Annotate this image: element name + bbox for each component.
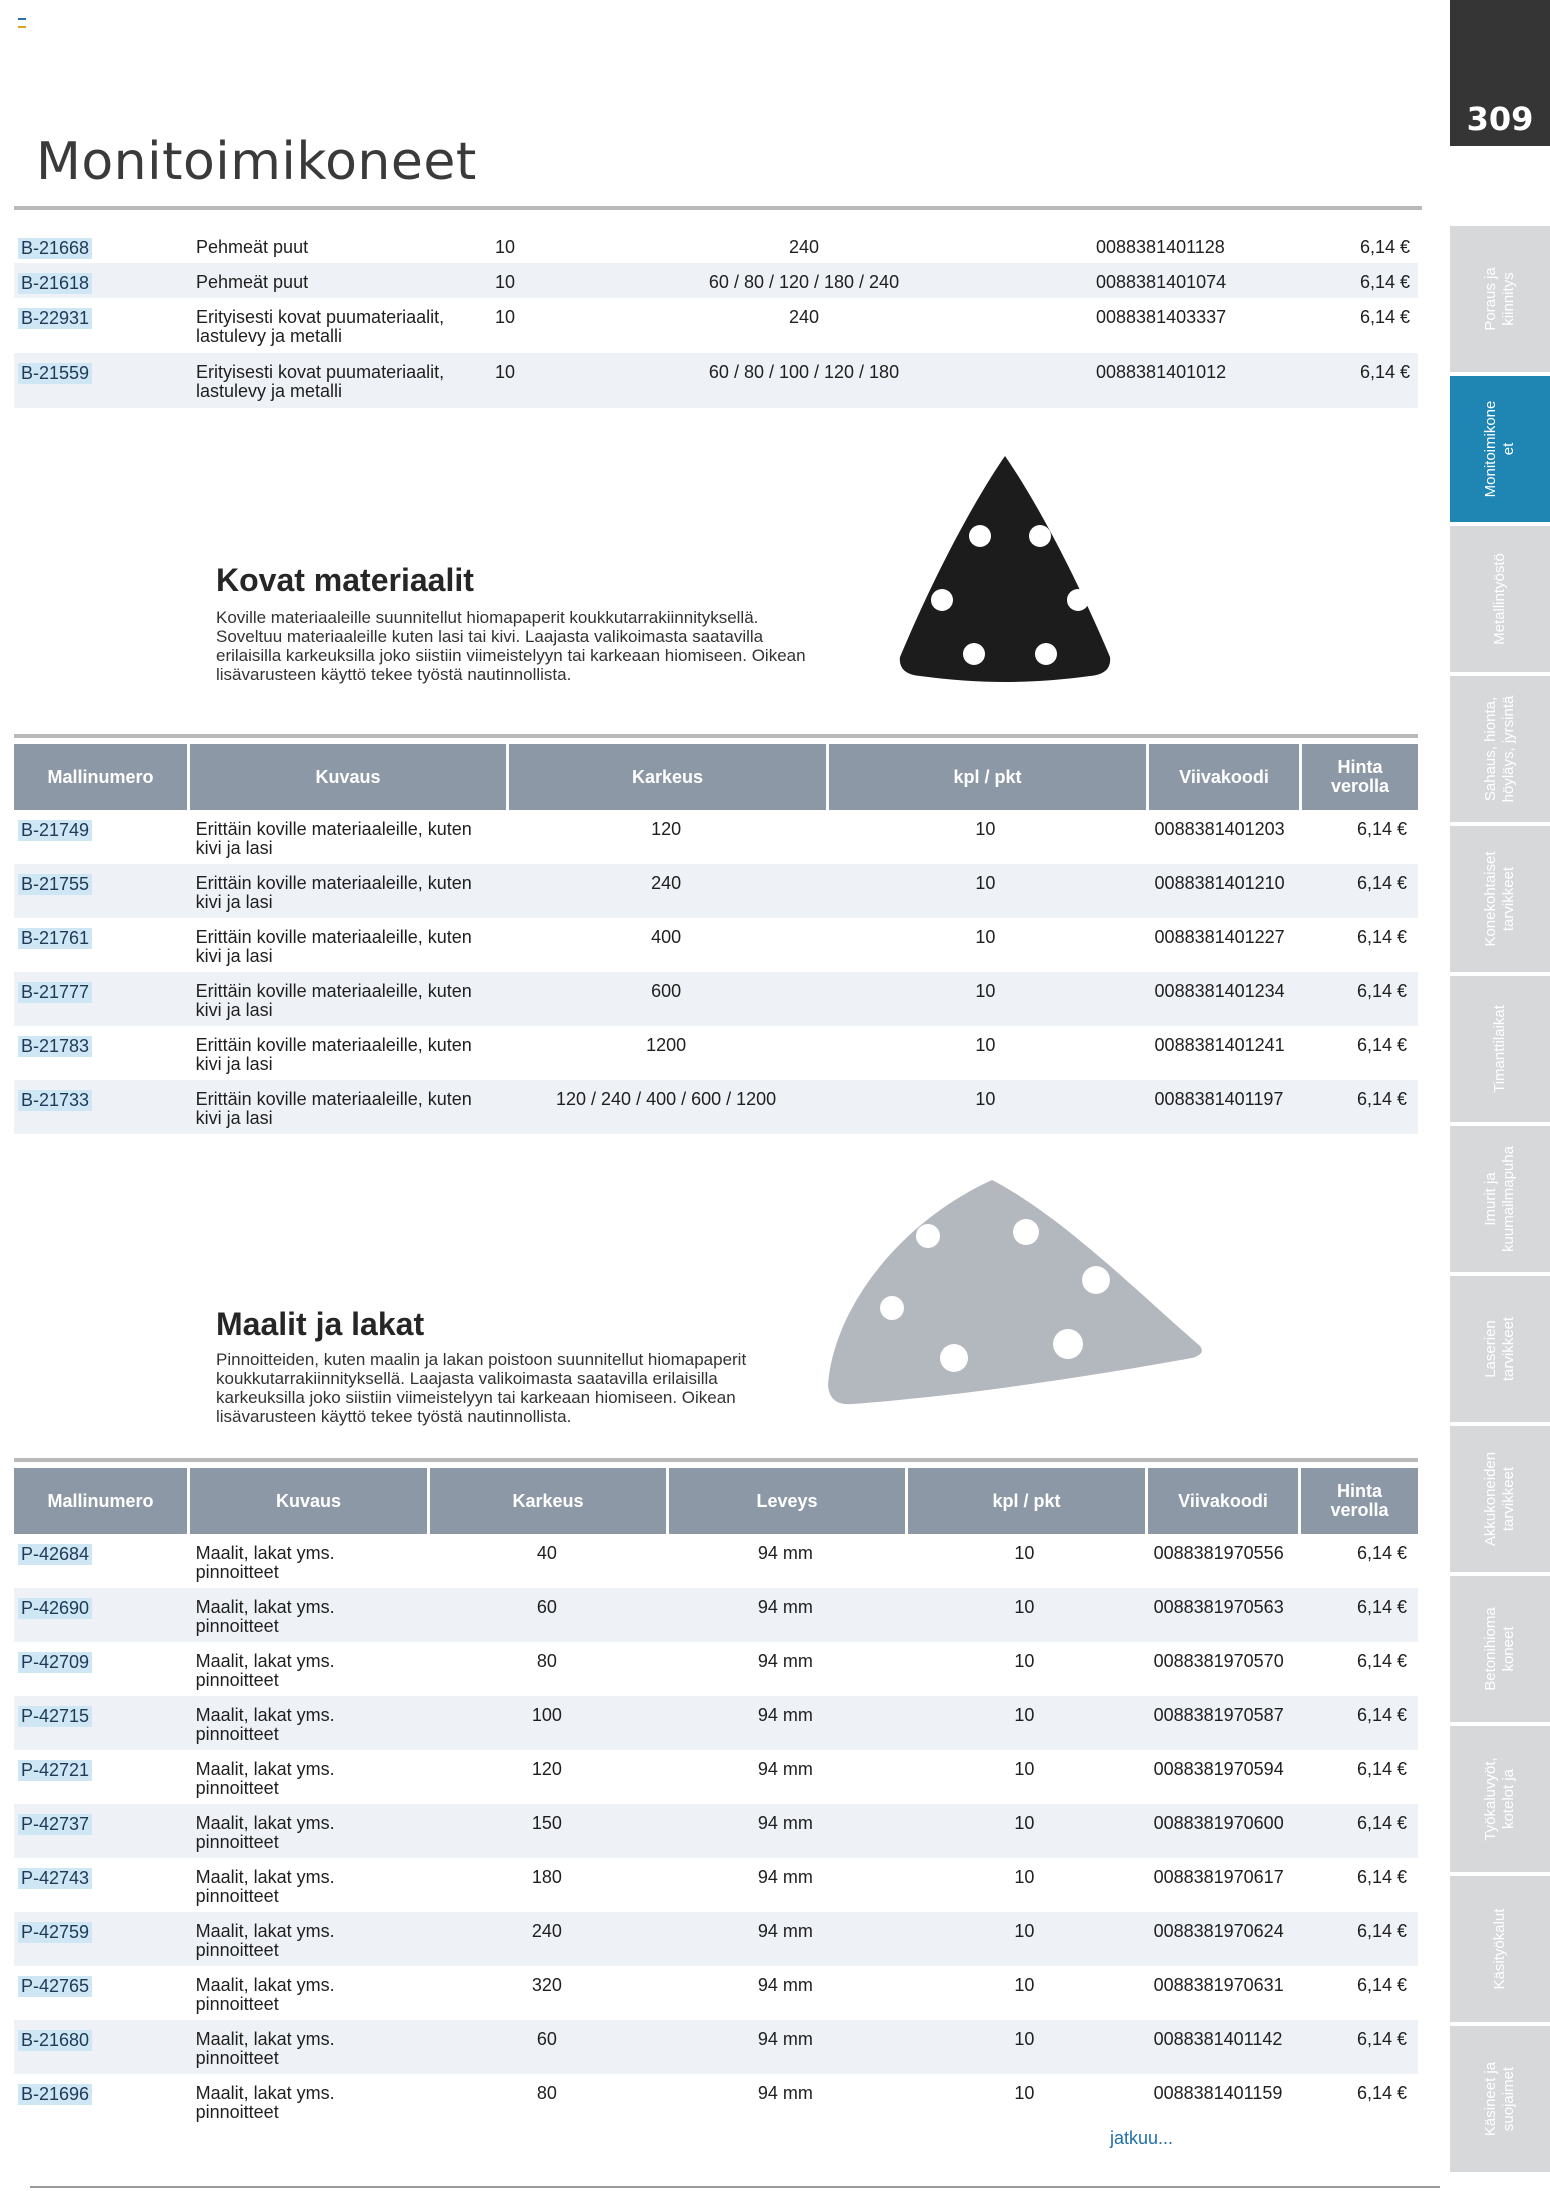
model-number[interactable]: B-21777: [18, 982, 92, 1003]
cell-price: 6,14 €: [1359, 362, 1410, 382]
cell-desc: Erittäin koville materiaaleille, kuten kivi ja lasi: [195, 1089, 472, 1128]
table-row: [14, 228, 1418, 263]
sheet-hole: [969, 525, 991, 547]
cell-barcode: 0088381970556: [1153, 1543, 1284, 1563]
corner-mark: [18, 18, 26, 28]
cell-barcode: 0088381401159: [1153, 2083, 1283, 2103]
cell-qty: 10: [975, 981, 996, 1001]
cell-desc: Erittäin koville materiaaleille, kuten kivi ja lasi: [195, 873, 472, 912]
cell-grit: 120: [651, 819, 682, 839]
cell-price: 6,14 €: [1356, 1975, 1408, 1995]
cell-qty: 10: [1014, 1759, 1035, 1779]
cell-price: 6,14 €: [1356, 1867, 1408, 1887]
cell-desc: Erittäin koville materiaaleille, kuten kivi ja lasi: [195, 927, 472, 966]
column-header-barcode: Viivakoodi: [1149, 744, 1299, 810]
column-header-grit: Karkeus: [430, 1468, 666, 1534]
cell-width: 94 mm: [757, 1651, 813, 1671]
cell-barcode: 0088381401234: [1154, 981, 1285, 1001]
sheet-hole: [1082, 1266, 1110, 1294]
model-number[interactable]: B-22931: [18, 308, 92, 329]
column-header-desc: Kuvaus: [190, 1468, 427, 1534]
cell-barcode: 0088381970631: [1153, 1975, 1284, 1995]
cell-width: 94 mm: [757, 1813, 813, 1833]
table-row: [14, 972, 1418, 1026]
cell-qty: 10: [1014, 1651, 1035, 1671]
cell-grit: 400: [651, 927, 682, 947]
cell-price: 6,14 €: [1359, 272, 1410, 292]
cell-width: 94 mm: [757, 1759, 813, 1779]
page-number: 309: [1450, 0, 1550, 146]
cell-price: 6,14 €: [1356, 981, 1407, 1001]
cell-barcode: 0088381401241: [1154, 1035, 1285, 1055]
cell-qty: 10: [1014, 1975, 1035, 1995]
cell-qty: 10: [1014, 2029, 1035, 2049]
cell-model: [14, 1588, 187, 1642]
bottom-divider: [30, 2186, 1440, 2188]
table-row: [14, 864, 1418, 918]
model-number[interactable]: B-21761: [18, 928, 92, 949]
cell-barcode: 0088381401128: [1096, 237, 1225, 257]
cell-desc: Maalit, lakat yms. pinnoitteet: [195, 1867, 335, 1906]
model-number[interactable]: P-42684: [18, 1544, 92, 1565]
sidebar-item-label: Betonihioma koneet: [1482, 1607, 1517, 1691]
sidebar-item-label: Akkukoneiden tarvikkeet: [1482, 1451, 1517, 1547]
table-row: [14, 810, 1418, 864]
sidebar-item[interactable]: [1450, 976, 1550, 1122]
table-row: [14, 298, 1418, 353]
cell-qty: 10: [1014, 1597, 1035, 1617]
sidebar-item[interactable]: [1450, 1876, 1550, 2022]
cell-desc: Maalit, lakat yms. pinnoitteet: [195, 1921, 335, 1960]
model-number[interactable]: B-21668: [18, 238, 92, 259]
cell-qty: 10: [975, 1035, 996, 1055]
model-number[interactable]: B-21559: [18, 363, 92, 384]
cell-price: 6,14 €: [1356, 927, 1407, 947]
cell-barcode: 0088381401197: [1154, 1089, 1284, 1109]
table-row: [14, 2074, 1418, 2128]
sheet-hole: [1013, 1219, 1039, 1245]
cell-price: 6,14 €: [1356, 1089, 1407, 1109]
model-number[interactable]: B-21755: [18, 874, 92, 895]
model-number[interactable]: P-42715: [18, 1706, 92, 1727]
cell-grit: 60: [536, 1597, 557, 1617]
sidebar-item-label: Timanttilaikat: [1491, 1005, 1508, 1093]
cell-desc: Maalit, lakat yms. pinnoitteet: [195, 1759, 335, 1798]
section-text-hard: Koville materiaaleille suunnitellut hiomapaperit koukkutarrakiinnityksellä. Soveltuu materiaaleille kuten lasi tai kivi. Laajasta valikoimasta saatavilla erilaisilla karkeuksilla joko siistiin viimeistelyyn tai karkeaan hiomiseen. Oikean lisävarusteen käyttö tekee työstä nautinnollista.: [216, 608, 806, 684]
category-sidebar: [1450, 226, 1550, 2176]
cell-desc: Erityisesti kovat puumateriaalit, lastulevy ja metalli: [196, 362, 445, 401]
sheet-hole: [940, 1344, 968, 1372]
cell-desc: Maalit, lakat yms. pinnoitteet: [195, 2083, 335, 2122]
sidebar-item[interactable]: [1450, 1276, 1550, 1422]
cell-model: [14, 263, 190, 298]
cell-grit: 120: [531, 1759, 562, 1779]
sheet-hole: [916, 1224, 940, 1248]
cell-grit: 80: [536, 2083, 557, 2103]
cell-desc: Maalit, lakat yms. pinnoitteet: [195, 1813, 335, 1852]
sidebar-item[interactable]: [1450, 826, 1550, 972]
paint-lacquer-table: [14, 1468, 1418, 2128]
cell-desc: Erittäin koville materiaaleille, kuten kivi ja lasi: [195, 981, 472, 1020]
model-number[interactable]: B-21749: [18, 820, 92, 841]
model-number[interactable]: B-21618: [18, 273, 92, 294]
sidebar-item-label: Metallintyöstö: [1491, 553, 1508, 645]
sidebar-item-label: Poraus ja kiinnitys: [1482, 267, 1517, 331]
cell-barcode: 0088381401012: [1096, 362, 1227, 382]
model-number[interactable]: P-42765: [18, 1976, 92, 1997]
cell-qty: 10: [975, 927, 996, 947]
table-hard-divider: [14, 734, 1418, 738]
cell-grit: 1200: [646, 1035, 687, 1055]
sanding-sheet-shape: [828, 1180, 1202, 1404]
cell-model: [14, 1026, 187, 1080]
table-row: [14, 1804, 1418, 1858]
column-header-price: Hinta verolla: [1301, 1468, 1418, 1534]
cell-barcode: 0088381401074: [1096, 272, 1227, 292]
cell-grit: 240: [788, 307, 820, 327]
cell-price: 6,14 €: [1356, 1705, 1408, 1725]
cell-model: [14, 1966, 187, 2020]
cell-qty: 10: [494, 272, 516, 292]
cell-model: [14, 1912, 187, 1966]
cell-grit: 180: [531, 1867, 562, 1887]
sidebar-item-label: Laserien tarvikkeet: [1482, 1316, 1517, 1382]
cell-grit: 40: [536, 1543, 557, 1563]
model-number[interactable]: B-21680: [18, 2030, 92, 2051]
cell-qty: 10: [1014, 2083, 1035, 2103]
cell-grit: 240: [531, 1921, 562, 1941]
cell-barcode: 0088381970587: [1153, 1705, 1284, 1725]
cell-width: 94 mm: [757, 1597, 813, 1617]
sidebar-item-label: Työkaluvyöt, kotelot ja: [1482, 1757, 1517, 1841]
cell-desc: Maalit, lakat yms. pinnoitteet: [195, 1975, 335, 2014]
cell-price: 6,14 €: [1356, 1597, 1408, 1617]
cell-width: 94 mm: [757, 1867, 813, 1887]
table-row: [14, 1966, 1418, 2020]
sidebar-item[interactable]: [1450, 1426, 1550, 1572]
cell-price: 6,14 €: [1356, 1543, 1408, 1563]
sidebar-item[interactable]: [1450, 376, 1550, 522]
sidebar-item[interactable]: [1450, 676, 1550, 822]
cell-desc: Maalit, lakat yms. pinnoitteet: [195, 1597, 335, 1636]
sheet-hole: [880, 1296, 904, 1320]
cell-qty: 10: [975, 873, 996, 893]
sidebar-item-label: Monitoimikone et: [1482, 400, 1517, 498]
table-row: [14, 1534, 1418, 1588]
table-row: [14, 1696, 1418, 1750]
table-row: [14, 1858, 1418, 1912]
cell-qty: 10: [1014, 1543, 1035, 1563]
table-row: [14, 1750, 1418, 1804]
table-header: [14, 1468, 1418, 1534]
table-row: [14, 1588, 1418, 1642]
cell-model: [14, 918, 187, 972]
hard-materials-table: [14, 744, 1418, 1134]
cell-grit: 150: [531, 1813, 562, 1833]
sidebar-item[interactable]: [1450, 1726, 1550, 1872]
cell-model: [14, 864, 187, 918]
table-row: [14, 2020, 1418, 2074]
cell-price: 6,14 €: [1359, 237, 1410, 257]
cell-grit: 60 / 80 / 100 / 120 / 180: [708, 362, 900, 382]
cell-model: [14, 2020, 187, 2074]
cell-price: 6,14 €: [1356, 1759, 1408, 1779]
cell-model: [14, 1696, 187, 1750]
cell-barcode: 0088381970594: [1153, 1759, 1284, 1779]
sidebar-item-label: Konekohtaiset tarvikkeet: [1482, 851, 1517, 947]
model-number[interactable]: P-42759: [18, 1922, 92, 1943]
column-header-grit: Karkeus: [509, 744, 826, 810]
page-title: Monitoimikoneet: [36, 132, 477, 192]
cell-desc: Erittäin koville materiaaleille, kuten kivi ja lasi: [195, 819, 472, 858]
cell-qty: 10: [494, 362, 516, 382]
cell-grit: 240: [651, 873, 682, 893]
table-row: [14, 918, 1418, 972]
cell-model: [14, 1534, 187, 1588]
cell-qty: 10: [494, 237, 516, 257]
column-header-qty: kpl / pkt: [829, 744, 1146, 810]
table-row: [14, 1080, 1418, 1134]
sheet-hole: [1029, 525, 1051, 547]
section-text-paint: Pinnoitteiden, kuten maalin ja lakan poistoon suunnitellut hiomapaperit koukkutarrakiinnityksellä. Laajasta valikoimasta saatavilla erilaisilla karkeuksilla joko siistiin viimeistelyyn tai karkeaan hiomiseen. Oikean lisävarusteen käyttö tekee työstä nautinnollista.: [216, 1350, 747, 1426]
cell-model: [14, 1858, 187, 1912]
cell-model: [14, 810, 187, 864]
model-number[interactable]: P-42743: [18, 1868, 92, 1889]
cell-grit: 80: [536, 1651, 557, 1671]
cell-desc: Maalit, lakat yms. pinnoitteet: [195, 1705, 335, 1744]
sheet-hole: [931, 589, 953, 611]
table-header: [14, 744, 1418, 810]
cell-barcode: 0088381401227: [1154, 927, 1285, 947]
cell-barcode: 0088381403337: [1096, 307, 1227, 327]
cell-price: 6,14 €: [1356, 1035, 1407, 1055]
cell-desc: Pehmeät puut: [196, 272, 309, 292]
model-number[interactable]: B-21733: [18, 1090, 92, 1111]
table-row: [14, 1026, 1418, 1080]
cell-price: 6,14 €: [1356, 819, 1407, 839]
cell-model: [14, 2074, 187, 2128]
sidebar-item[interactable]: [1450, 1126, 1550, 1272]
sanding-sheet-shape: [900, 456, 1110, 682]
cell-grit: 600: [651, 981, 682, 1001]
cell-model: [14, 228, 190, 263]
cell-barcode: 0088381401142: [1153, 2029, 1283, 2049]
sidebar-item-label: Imurit ja kuumailmapuha: [1482, 1146, 1517, 1252]
cell-width: 94 mm: [757, 1543, 813, 1563]
sidebar-item-label: Käsityökalut: [1491, 1908, 1508, 1990]
table-row: [14, 263, 1418, 298]
sidebar-item[interactable]: [1450, 2026, 1550, 2172]
cell-width: 94 mm: [757, 2083, 813, 2103]
cell-grit: 100: [531, 1705, 562, 1725]
section-heading-hard: Kovat materiaalit: [216, 562, 474, 598]
cell-qty: 10: [1014, 1921, 1035, 1941]
cell-qty: 10: [975, 819, 996, 839]
cell-price: 6,14 €: [1356, 2083, 1408, 2103]
cell-desc: Pehmeät puut: [196, 237, 309, 257]
cell-barcode: 0088381970563: [1153, 1597, 1284, 1617]
cell-width: 94 mm: [757, 1975, 813, 1995]
cell-qty: 10: [1014, 1813, 1035, 1833]
sheet-hole: [963, 643, 985, 665]
cell-model: [14, 1804, 187, 1858]
column-header-model: Mallinumero: [14, 1468, 187, 1534]
cell-desc: Maalit, lakat yms. pinnoitteet: [195, 2029, 335, 2068]
model-number[interactable]: B-21696: [18, 2084, 92, 2105]
cell-price: 6,14 €: [1359, 307, 1410, 327]
cell-grit: 120 / 240 / 400 / 600 / 1200: [556, 1089, 777, 1109]
sidebar-item[interactable]: [1450, 226, 1550, 372]
cell-barcode: 0088381970570: [1153, 1651, 1284, 1671]
model-number[interactable]: P-42721: [18, 1760, 92, 1781]
model-number[interactable]: B-21783: [18, 1036, 92, 1057]
cell-width: 94 mm: [757, 1921, 813, 1941]
cell-model: [14, 1642, 187, 1696]
sidebar-item[interactable]: [1450, 526, 1550, 672]
sidebar-item[interactable]: [1450, 1576, 1550, 1722]
cell-desc: Maalit, lakat yms. pinnoitteet: [195, 1543, 335, 1582]
sheet-hole: [1053, 1329, 1083, 1359]
cell-barcode: 0088381970600: [1153, 1813, 1284, 1833]
cell-model: [14, 353, 190, 408]
sheet-hole: [1035, 643, 1057, 665]
cell-model: [14, 972, 187, 1026]
cell-grit: 320: [531, 1975, 562, 1995]
grey-sanding-sheet-image: [812, 1176, 1208, 1410]
cell-qty: 10: [975, 1089, 996, 1109]
black-sanding-sheet-image: [880, 452, 1130, 690]
cell-qty: 10: [1014, 1705, 1035, 1725]
cell-barcode: 0088381401210: [1154, 873, 1285, 893]
cell-grit: 60: [536, 2029, 557, 2049]
cell-price: 6,14 €: [1356, 1651, 1408, 1671]
continues-link[interactable]: jatkuu...: [1110, 2128, 1174, 2148]
top-product-table: [14, 228, 1418, 408]
table-row: [14, 1642, 1418, 1696]
column-header-model: Mallinumero: [14, 744, 187, 810]
column-header-desc: Kuvaus: [190, 744, 506, 810]
cell-grit: 60 / 80 / 120 / 180 / 240: [708, 272, 900, 292]
cell-barcode: 0088381970624: [1153, 1921, 1284, 1941]
cell-model: [14, 298, 190, 353]
model-number[interactable]: P-42737: [18, 1814, 92, 1835]
model-number[interactable]: P-42709: [18, 1652, 92, 1673]
cell-qty: 10: [494, 307, 516, 327]
model-number[interactable]: P-42690: [18, 1598, 92, 1619]
cell-barcode: 0088381401203: [1154, 819, 1285, 839]
cell-grit: 240: [788, 237, 820, 257]
cell-price: 6,14 €: [1356, 1921, 1408, 1941]
cell-price: 6,14 €: [1356, 873, 1407, 893]
cell-price: 6,14 €: [1356, 1813, 1408, 1833]
sidebar-item-label: Sahaus, hionta, höyläys, jyrsintä: [1482, 695, 1517, 803]
table-row: [14, 353, 1418, 408]
cell-model: [14, 1750, 187, 1804]
column-header-barcode: Viivakoodi: [1148, 1468, 1298, 1534]
cell-width: 94 mm: [757, 1705, 813, 1725]
title-divider: [14, 206, 1422, 210]
cell-desc: Erittäin koville materiaaleille, kuten kivi ja lasi: [195, 1035, 472, 1074]
cell-model: [14, 1080, 187, 1134]
sheet-hole: [1067, 589, 1089, 611]
sidebar-item-label: Käsineet ja suojaimet: [1482, 2061, 1517, 2137]
table-paint-divider: [14, 1458, 1418, 1462]
cell-price: 6,14 €: [1356, 2029, 1408, 2049]
cell-qty: 10: [1014, 1867, 1035, 1887]
section-heading-paint: Maalit ja lakat: [216, 1306, 425, 1342]
cell-width: 94 mm: [757, 2029, 813, 2049]
cell-desc: Erityisesti kovat puumateriaalit, lastulevy ja metalli: [196, 307, 445, 346]
column-header-price: Hinta verolla: [1302, 744, 1418, 810]
cell-desc: Maalit, lakat yms. pinnoitteet: [195, 1651, 335, 1690]
column-header-width: Leveys: [669, 1468, 905, 1534]
cell-barcode: 0088381970617: [1153, 1867, 1284, 1887]
table-row: [14, 1912, 1418, 1966]
column-header-qty: kpl / pkt: [908, 1468, 1145, 1534]
